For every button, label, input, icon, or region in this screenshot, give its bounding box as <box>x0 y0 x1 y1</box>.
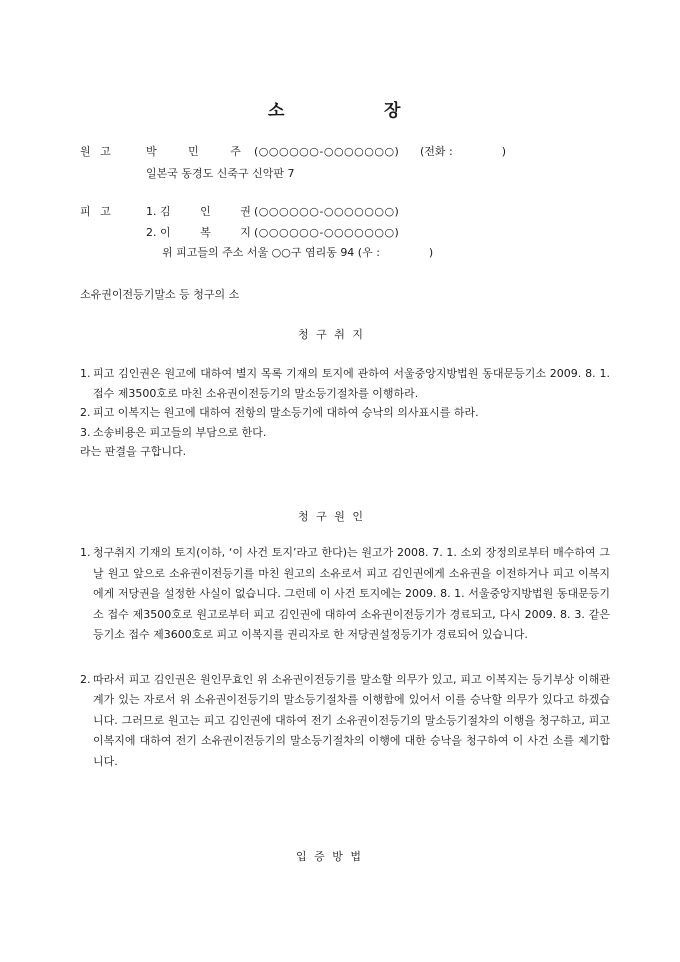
claim-purpose-closing: 라는 판결을 구합니다. <box>80 445 187 458</box>
defendant-address: 위 피고들의 주소 서울 ○○구 염리동 94 (우 : ) <box>162 246 434 259</box>
list-item-text: 피고 이복지는 원고에 대하여 전항의 말소등기에 대하여 승낙의 의사표시를 하라. <box>93 406 479 419</box>
section-claim-purpose: 청 구 취 지 <box>298 328 363 341</box>
list-item <box>80 670 610 773</box>
list-item-number: 2. <box>80 406 91 419</box>
section-claim-cause: 청 구 원 인 <box>298 510 363 523</box>
defendant-1-id: (○○○○○○-○○○○○○○) <box>254 205 400 218</box>
plaintiff-name: 박 민 주 <box>146 145 241 158</box>
defendant-2-id: (○○○○○○-○○○○○○○) <box>254 226 400 239</box>
title-left: 소 <box>268 101 285 121</box>
defendant-1-num: 1. <box>146 205 157 218</box>
claim-cause-list <box>80 543 610 772</box>
case-title: 소유권이전등기말소 등 청구의 소 <box>80 288 240 301</box>
list-item-text: 청구취지 기재의 토지(이하, ‘이 사건 토지’라고 한다)는 원고가 2008. 7. 1. 소외 장정의로부터 매수하여 그 날 원고 앞으로 소유권이전등기를 마친 원고의 소유로서 피고 김인권에게 소유권을 이전하거나 피고 이복지에게 저당권을 설정한 사실이 없습니다. 그런데 이 사건 토지에는 2009. 8. 1. 서울중앙지방법원 동대문등기소 접수 제3500호로 원고로부터 피고 김인권에 대하여 소유권이전등기가 경료되고, 다시 2009. 8. 3. 같은 등기소 접수 제3600호로 피고 이복지를 권리자로 한 저당권설정등기가 경료되어 있습니다. <box>93 546 610 641</box>
defendant-2-num: 2. <box>146 226 157 239</box>
defendant-role: 피 고 <box>80 205 111 218</box>
claim-purpose-list <box>80 364 610 462</box>
list-item <box>80 423 610 443</box>
list-item <box>80 403 610 423</box>
list-item-text: 피고 김인권은 원고에 대하여 별지 목록 기재의 토지에 관하여 서울중앙지방법원 동대문등기소 2009. 8. 1. 접수 제3500호로 마친 소유권이전등기의 말소등기절차를 이행하라. <box>93 367 610 400</box>
plaintiff-role: 원 고 <box>80 145 111 158</box>
plaintiff-id: (○○○○○○-○○○○○○○) <box>254 145 400 158</box>
defendant-1-name: 김 인 권 <box>160 205 251 218</box>
list-item <box>80 543 610 646</box>
list-item-number: 3. <box>80 425 91 439</box>
list-item-text: 소송비용은 피고들의 부담으로 한다. <box>93 425 267 439</box>
defendant-2-name: 이 복 지 <box>160 226 251 239</box>
plaintiff-phone: (전화 : ) <box>420 145 506 158</box>
list-item-text: 따라서 피고 김인권은 원인무효인 위 소유권이전등기를 말소할 의무가 있고, 피고 이복지는 등기부상 이해관계가 있는 자로서 위 소유권이전등기의 말소등기절차를 이행함에 있어서 이를 승낙할 의무가 있다고 하겠습니다. 그러므로 원고는 피고 김인권에 대하여 전기 소유권이전등기의 말소등기절차의 이행을 청구하고, 피고 이복지에 대하여 전기 소유권이전등기의 말소등기절차의 이행에 대한 승낙을 청구하여 이 사건 소를 제기합니다. <box>93 672 610 768</box>
title-right: 장 <box>384 101 401 121</box>
list-item <box>80 364 610 403</box>
section-evidence: 입 증 방 법 <box>296 850 361 863</box>
plaintiff-address: 일본국 동경도 신죽구 신악판 7 <box>146 167 295 180</box>
list-item-number: 1. <box>80 546 91 559</box>
list-item-number: 1. <box>80 367 91 380</box>
list-item-number: 2. <box>80 672 91 686</box>
